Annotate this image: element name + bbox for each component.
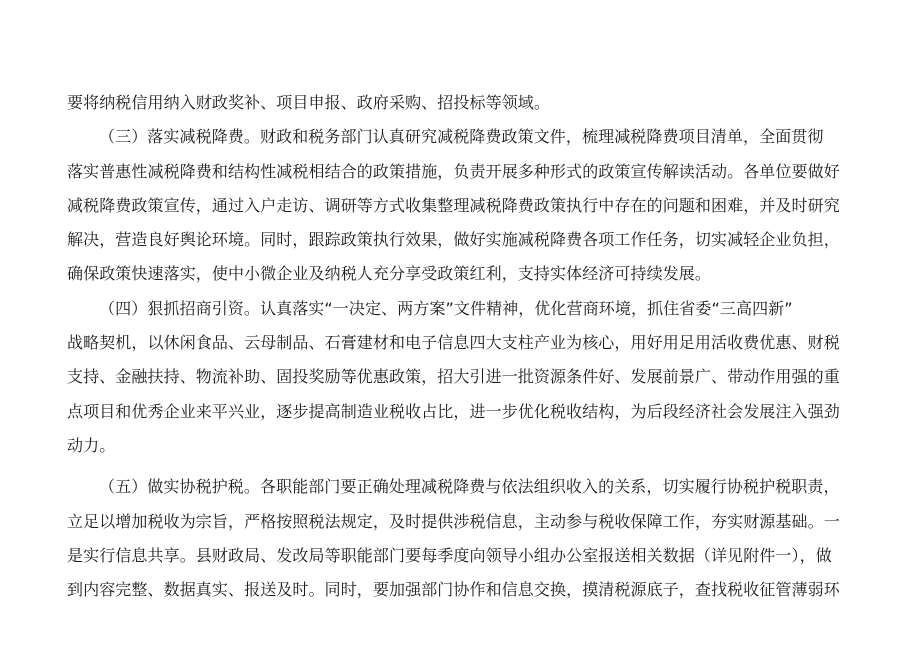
text-line: （五）做实协税护税。各职能部门要正确处理减税降费与依法组织收入的关系，切实履行协税护税职责， xyxy=(99,477,840,497)
text-line: 减税降费政策宣传，通过入户走访、调研等方式收集整理减税降费政策执行中存在的问题和困难，并及时研究 xyxy=(67,195,840,215)
text-line: （四）狠抓招商引资。认真落实“一决定、两方案”文件精神，优化营商环境，抓住省委“三高四新” xyxy=(99,298,793,318)
text-line: 动力。 xyxy=(67,435,116,455)
text-line: 战略契机，以休闲食品、云母制品、石膏建材和电子信息四大支柱产业为核心，用好用足用活收费优惠、财税 xyxy=(67,333,840,353)
paragraph-tax-reduction xyxy=(67,120,857,291)
paragraph-gap xyxy=(67,463,857,470)
text-line: 是实行信息共享。县财政局、发改局等职能部门要每季度向领导小组办公室报送相关数据（详见附件一），做 xyxy=(67,545,832,565)
text-line: 到内容完整、数据真实、报送及时。同时，要加强部门协作和信息交换，摸清税源底子，查找税收征管薄弱环 xyxy=(67,580,840,600)
text-line: 支持、金融扶持、物流补助、固投奖励等优惠政策，招大引进一批资源条件好、发展前景广、带动作用强的重 xyxy=(67,367,840,387)
text-line: （三）落实减税降费。财政和税务部门认真研究减税降费政策文件，梳理减税降费项目清单，全面贯彻 xyxy=(99,127,824,147)
text-line: 要将纳税信用纳入财政奖补、项目申报、政府采购、招投标等领域。 xyxy=(67,93,551,112)
text-line: 点项目和优秀企业来平兴业，逐步提高制造业税收占比，进一步优化税收结构，为后段经济社会发展注入强劲 xyxy=(67,401,840,421)
paragraph-tax-assistance xyxy=(67,470,857,607)
text-line: 落实普惠性减税降费和结构性减税相结合的政策措施，负责开展多种形式的政策宣传解读活动。各单位要做好 xyxy=(67,161,840,181)
text-line: 确保政策快速落实，使中小微企业及纳税人充分享受政策红利，支持实体经济可持续发展。 xyxy=(67,264,712,284)
text-line: 解决，营造良好舆论环境。同时，跟踪政策执行效果，做好实施减税降费各项工作任务，切实减轻企业负担， xyxy=(67,230,840,250)
paragraph-intro-tail xyxy=(67,86,857,120)
text-line: 立足以增加税收为宗旨，严格按照税法规定，及时提供涉税信息，主动参与税收保障工作，夯实财源基础。一 xyxy=(67,511,840,531)
document-body xyxy=(67,86,857,607)
paragraph-investment-attraction xyxy=(67,292,857,463)
